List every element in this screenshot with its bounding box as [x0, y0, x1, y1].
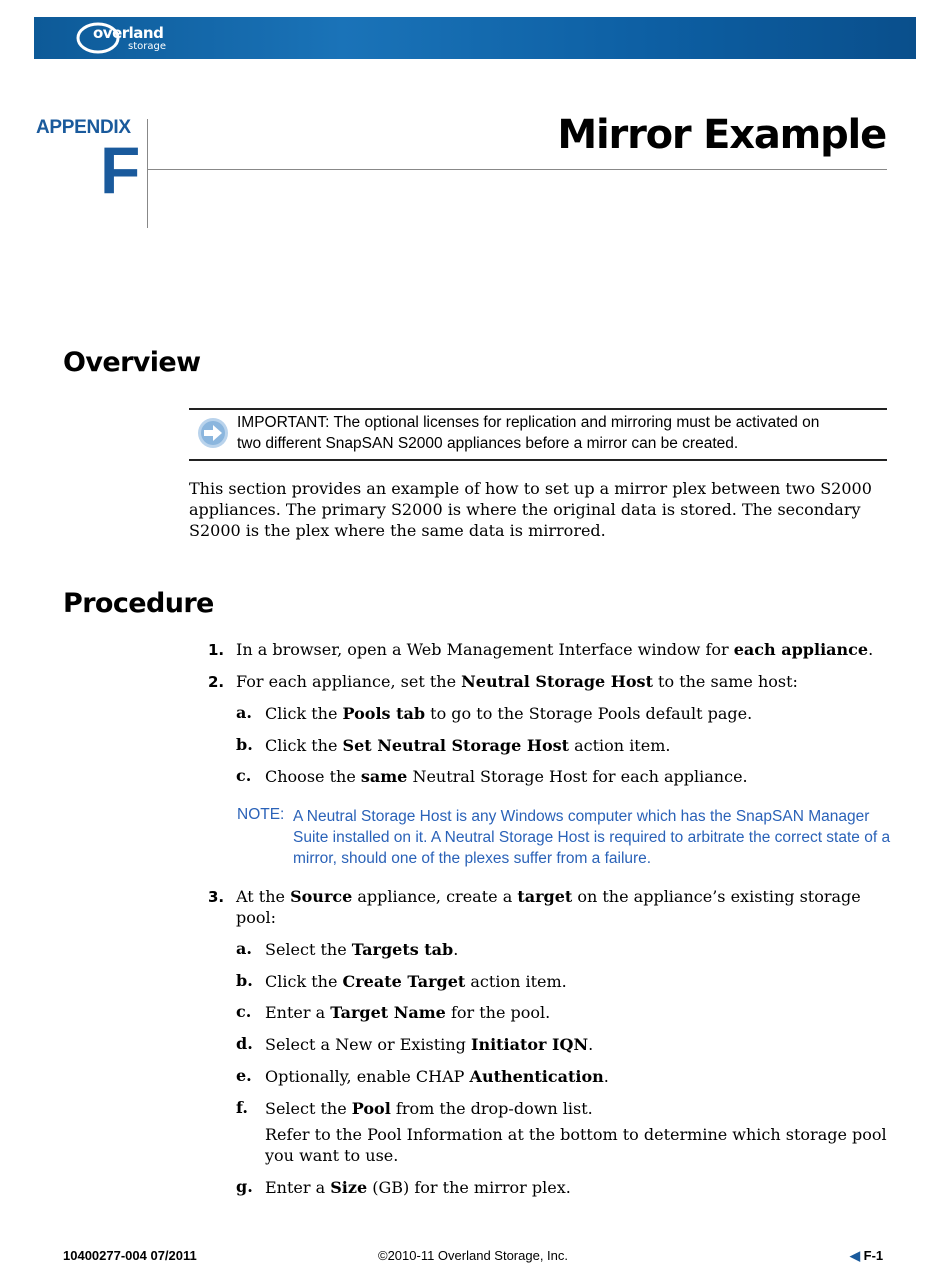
substep-letter: e.: [236, 1066, 252, 1085]
previous-page-icon[interactable]: ◀: [850, 1248, 860, 1263]
step-3d-text: Select a New or Existing Initiator IQN.: [265, 1035, 594, 1054]
step-number: 2.: [208, 673, 225, 691]
substep-letter: c.: [236, 1002, 252, 1021]
step-1-text: In a browser, open a Web Management Interface window for each appliance.: [236, 640, 874, 659]
important-emphasis: two different: [237, 435, 322, 452]
step-3f-text: Select the Pool from the drop-down list.: [265, 1099, 593, 1118]
appendix-label: APPENDIX: [36, 117, 131, 138]
overland-logo: [76, 20, 216, 56]
note-label: NOTE:: [237, 806, 285, 823]
appendix-letter: F: [100, 133, 141, 207]
procedure-heading: Procedure: [63, 588, 214, 619]
important-text-1: The optional licenses for replication and mirroring must be activated on: [329, 414, 820, 431]
substep-letter: a.: [236, 703, 252, 722]
step-3-continuation: pool:: [236, 908, 277, 927]
step-3b-text: Click the Create Target action item.: [265, 972, 567, 991]
step-2-bold: Neutral Storage Host: [461, 672, 653, 691]
page-number: F-1: [863, 1248, 884, 1263]
important-top-rule: [189, 408, 887, 410]
step-3g-text: Enter a Size (GB) for the mirror plex.: [265, 1178, 571, 1197]
step-2c-text: Choose the same Neutral Storage Host for each appliance.: [265, 767, 748, 786]
footer-copyright: ©2010-11 Overland Storage, Inc.: [378, 1248, 569, 1263]
header-banner: [34, 17, 916, 59]
important-callout: [237, 412, 887, 454]
substep-letter: g.: [236, 1177, 253, 1196]
substep-letter: a.: [236, 939, 252, 958]
step-3-text: At the Source appliance, create a target on the appliance’s existing storage: [236, 887, 861, 906]
substep-letter: f.: [236, 1098, 248, 1117]
step-3e-text: Optionally, enable CHAP Authentication.: [265, 1067, 609, 1086]
step-3c-text: Enter a Target Name for the pool.: [265, 1003, 551, 1022]
important-bottom-rule: [189, 459, 887, 461]
step-3f-subtext: you want to use.: [265, 1146, 399, 1165]
vertical-rule: [147, 119, 148, 228]
step-2a-text: Click the Pools tab to go to the Storage Pools default page.: [265, 704, 753, 723]
substep-letter: d.: [236, 1034, 253, 1053]
step-number: 3.: [208, 888, 225, 906]
important-text-2: SnapSAN S2000 appliances before a mirror can be created.: [321, 435, 739, 452]
substep-letter: c.: [236, 766, 252, 785]
footer-doc-id: 10400277-004 07/2011: [63, 1248, 197, 1263]
paragraph-line: This section provides an example of how to set up a mirror plex between two S2000: [189, 479, 872, 498]
logo-sub: storage: [128, 41, 166, 52]
arrow-right-icon: [197, 417, 229, 449]
overview-heading: Overview: [63, 347, 201, 378]
substep-letter: b.: [236, 971, 253, 990]
step-2b-text: Click the Set Neutral Storage Host action item.: [265, 736, 671, 755]
page-title: Mirror Example: [557, 112, 886, 158]
note-text: A Neutral Storage Host is any Windows computer which has the SnapSAN Manager Suite installed on it. A Neutral Storage Host is required to arbitrate the correct state of a mirror, should one of the plexes suffer from a failure.: [293, 808, 891, 867]
step-1-bold: each appliance: [733, 640, 869, 659]
overview-paragraph: [189, 478, 872, 541]
footer-page[interactable]: [850, 1248, 883, 1264]
substep-letter: b.: [236, 735, 253, 754]
paragraph-line: S2000 is the plex where the same data is mirrored.: [189, 521, 606, 540]
paragraph-line: appliances. The primary S2000 is where the original data is stored. The secondary: [189, 500, 861, 519]
important-label: IMPORTANT:: [237, 414, 330, 431]
step-number: 1.: [208, 641, 225, 659]
step-3f-subtext: Refer to the Pool Information at the bottom to determine which storage pool: [265, 1125, 887, 1144]
title-rule: [148, 169, 887, 170]
step-3a-text: Select the Targets tab.: [265, 940, 459, 959]
step-2-text: For each appliance, set the Neutral Storage Host to the same host:: [236, 672, 798, 691]
logo-word: overland: [93, 24, 164, 42]
